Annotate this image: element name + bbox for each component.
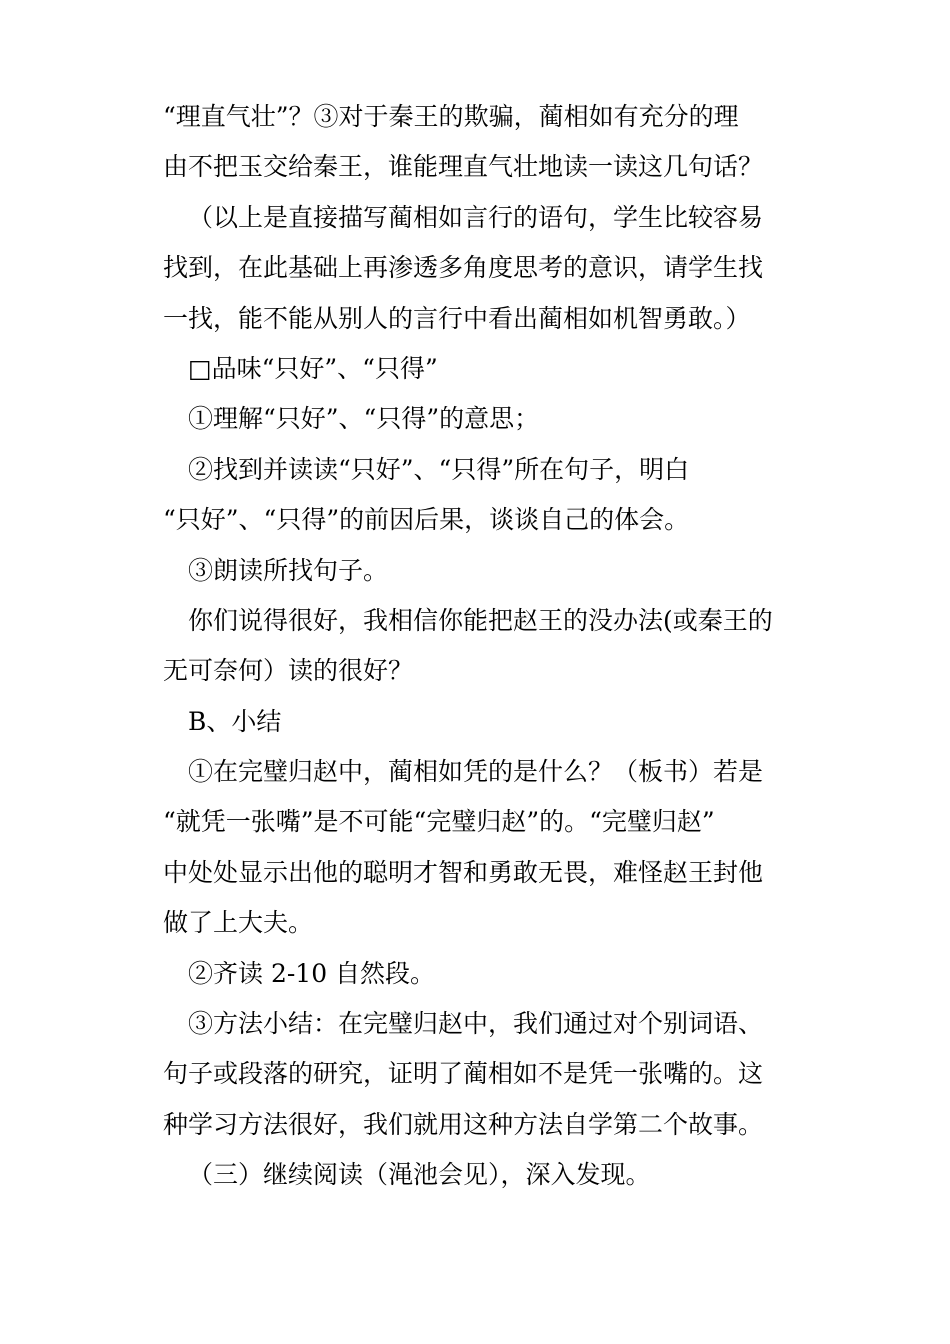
text-line: □品味“只好”、“只得”: [188, 353, 438, 383]
text-line: ②找到并读读“只好”、“只得”所在句子，明白: [188, 454, 690, 484]
text-line: 你们说得很好，我相信你能把赵王的没办法(或秦王的: [188, 605, 773, 635]
text-line: 种学习方法很好，我们就用这种方法自学第二个故事。: [163, 1109, 764, 1139]
text-line: 中处处显示出他的聪明才智和勇敢无畏，难怪赵王封他: [163, 857, 764, 887]
text-line: （以上是直接描写蔺相如言行的语句，学生比较容易: [188, 202, 764, 232]
text-line: ①理解“只好”、“只得”的意思；: [188, 404, 540, 434]
text-line: ③朗读所找句子。: [188, 555, 389, 585]
text-line: 找到，在此基础上再渗透多角度思考的意识，请学生找: [163, 253, 764, 283]
text-line: （三）继续阅读（渑池会见），深入发现。: [188, 1160, 651, 1190]
text-line: ①在完璧归赵中，蔺相如凭的是什么？（板书）若是: [188, 757, 764, 787]
text-line: 无可奈何）读的很好？: [163, 656, 414, 686]
text-line: “理直气壮”？③对于秦王的欺骗，蔺相如有充分的理: [163, 102, 739, 131]
text-line: B、小结: [188, 706, 282, 736]
text-line: 由不把玉交给秦王，谁能理直气壮地读一读这几句话？: [163, 152, 764, 182]
document-body: [163, 92, 803, 1201]
text-line: 一找，能不能从别人的言行中看出蔺相如机智勇敢。）: [163, 303, 751, 333]
text-line: 做了上大夫。: [163, 908, 314, 938]
text-line: 句子或段落的研究，证明了蔺相如不是凭一张嘴的。这: [163, 1059, 764, 1089]
text-line: ③方法小结：在完璧归赵中，我们通过对个别词语、: [188, 1009, 764, 1039]
text-line: “只好”、“只得”的前因后果，谈谈自己的体会。: [163, 505, 690, 535]
text-line: “就凭一张嘴”是不可能“完璧归赵”的。“完璧归赵”: [163, 807, 715, 837]
text-line: ②齐读 2-10 自然段。: [188, 958, 436, 988]
